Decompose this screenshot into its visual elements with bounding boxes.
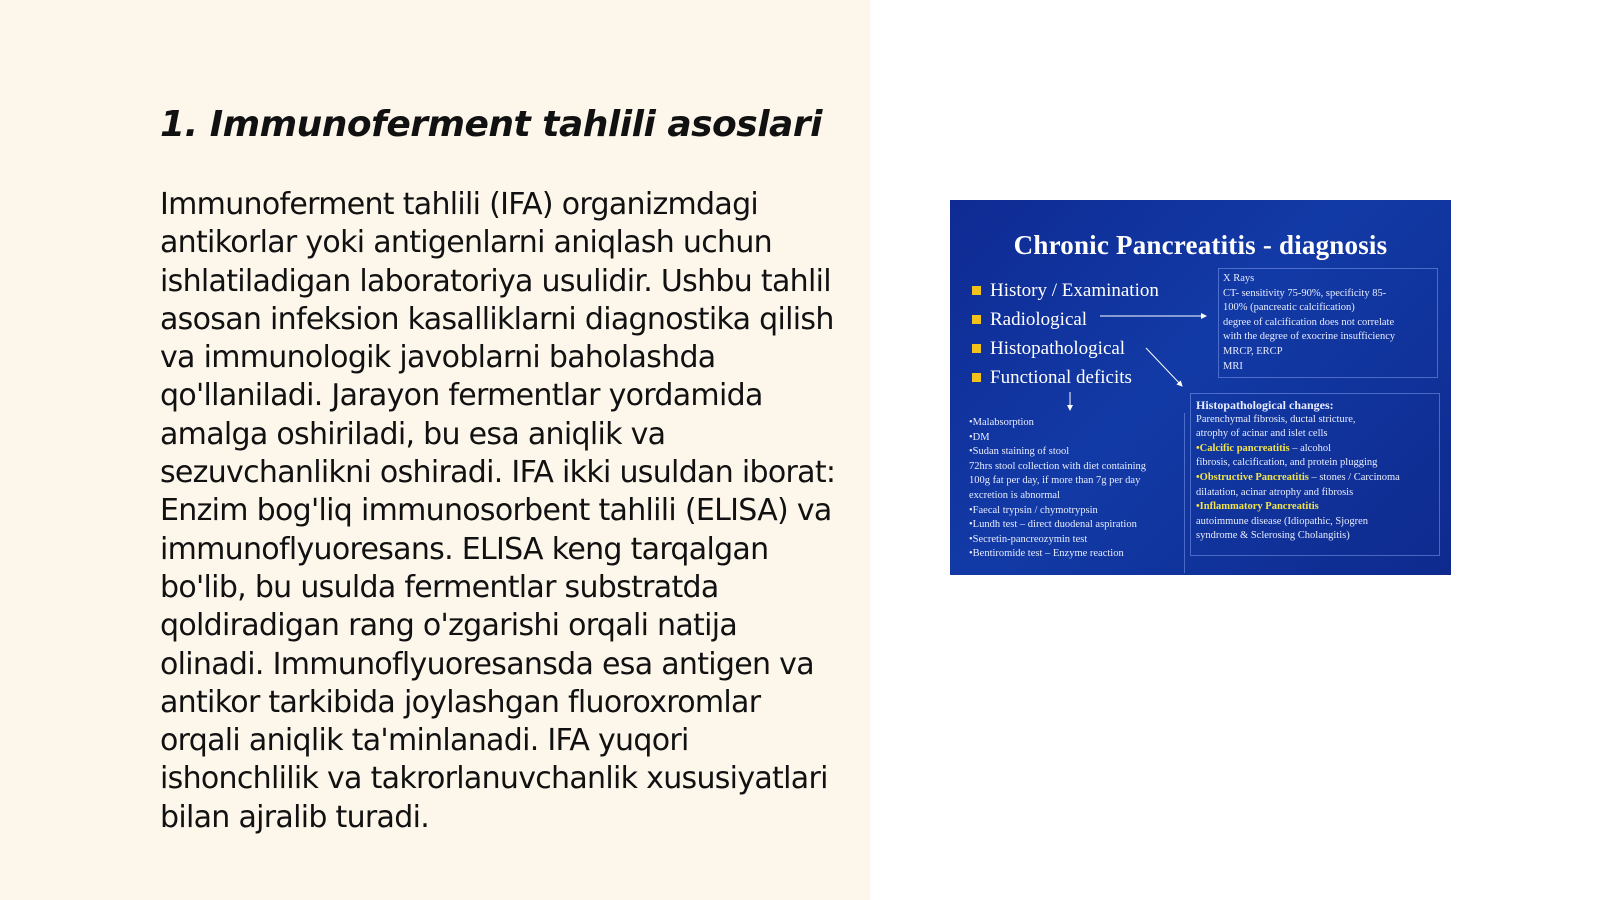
radiology-line: MRCP, ERCP [1223, 345, 1283, 357]
obstructive-rest: – stones / Carcinoma [1308, 471, 1400, 483]
functional-deficits-box [965, 413, 1185, 573]
histo-line: atrophy of acinar and islet cells [1196, 428, 1328, 440]
bullet-label: Functional deficits [990, 366, 1132, 388]
radiology-line: degree of calcification does not correlate [1223, 316, 1395, 328]
slide-title: Chronic Pancreatitis - diagnosis [1013, 230, 1388, 260]
functional-line: 100g fat per day, if more than 7g per day [969, 475, 1141, 487]
radiology-box [1218, 268, 1438, 378]
obstructive-label: •Obstructive Pancreatitis [1196, 471, 1309, 483]
functional-line: •Malabsorption [969, 417, 1034, 428]
histo-line [1196, 471, 1434, 486]
functional-line: excretion is abnormal [969, 489, 1060, 501]
histo-line [1196, 442, 1434, 457]
radiology-line: MRI [1223, 360, 1243, 372]
functional-line: •Lundh test – direct duodenal aspiration [969, 519, 1137, 531]
bullet-label: History / Examination [990, 279, 1159, 301]
radiology-line: 100% (pancreatic calcification) [1223, 302, 1355, 314]
functional-line: 72hrs stool collection with diet containing [969, 460, 1147, 472]
histo-line: syndrome & Sclerosing Cholangitis) [1196, 530, 1350, 542]
histo-line: autoimmune disease (Idiopathic, Sjogren [1196, 515, 1369, 527]
histopathological-arrow-icon [1146, 348, 1182, 386]
functional-line: •Bentiromide test – Enzyme reaction [969, 548, 1124, 560]
calcific-rest: – alcohol [1289, 442, 1331, 454]
body-paragraph: Immunoferment tahlili (IFA) organizmdagi antikorlar yoki antigenlarni aniqlash uchun ishlatiladigan laboratoriya usulidir. Ushbu tahlil asosan infeksion kasalliklarni diagnostika qilish va immunologik javoblarni baholashda qo'llaniladi. Jarayon fermentlar yordamida amalga oshiriladi, bu esa aniqlik va sezuvchanlikni oshiradi. IFA ikki usuldan iborat: Enzim bog'liq immunosorbent tahlili (ELISA) va immunoflyuoresans. ELISA keng tarqalgan bo'lib, bu usulda fermentlar substratda qoldiradigan rang o'zgarishi orqali natija olinadi. Immunoflyuoresansda esa antigen va antikor tarkibida joylashgan fluoroxromlar orqali aniqlik ta'minlanadi. IFA yuqori ishonchlilik va takrorlanuvchanlik xususiyatlari bilan ajralib turadi. [160, 187, 836, 835]
histo-heading: Histopathological changes: [1196, 398, 1334, 412]
functional-line: •Sudan staining of stool [969, 446, 1070, 458]
radiology-line: CT- sensitivity 75-90%, specificity 85- [1223, 287, 1387, 299]
histo-line: dilatation, acinar atrophy and fibrosis [1196, 486, 1354, 498]
histo-line: fibrosis, calcification, and protein plugging [1196, 457, 1378, 469]
radiology-line: with the degree of exocrine insufficiency [1223, 331, 1396, 343]
calcific-label: •Calcific pancreatitis [1196, 442, 1290, 454]
histo-line: Parenchymal fibrosis, ductal stricture, [1196, 413, 1356, 425]
inflammatory-label: •Inflammatory Pancreatitis [1196, 501, 1319, 513]
histopathology-box [1190, 393, 1440, 556]
page-title: 1. Immunoferment tahlili asoslari [160, 104, 822, 145]
bullet-label: Radiological [990, 308, 1088, 330]
functional-line: •Secretin-pancreozymin test [969, 533, 1088, 545]
functional-line: •Faecal trypsin / chymotrypsin [969, 504, 1098, 516]
radiology-line: X Rays [1223, 273, 1255, 284]
slide-image [950, 200, 1451, 575]
functional-line: •DM [969, 431, 990, 443]
bullet-label: Histopathological [990, 337, 1126, 359]
